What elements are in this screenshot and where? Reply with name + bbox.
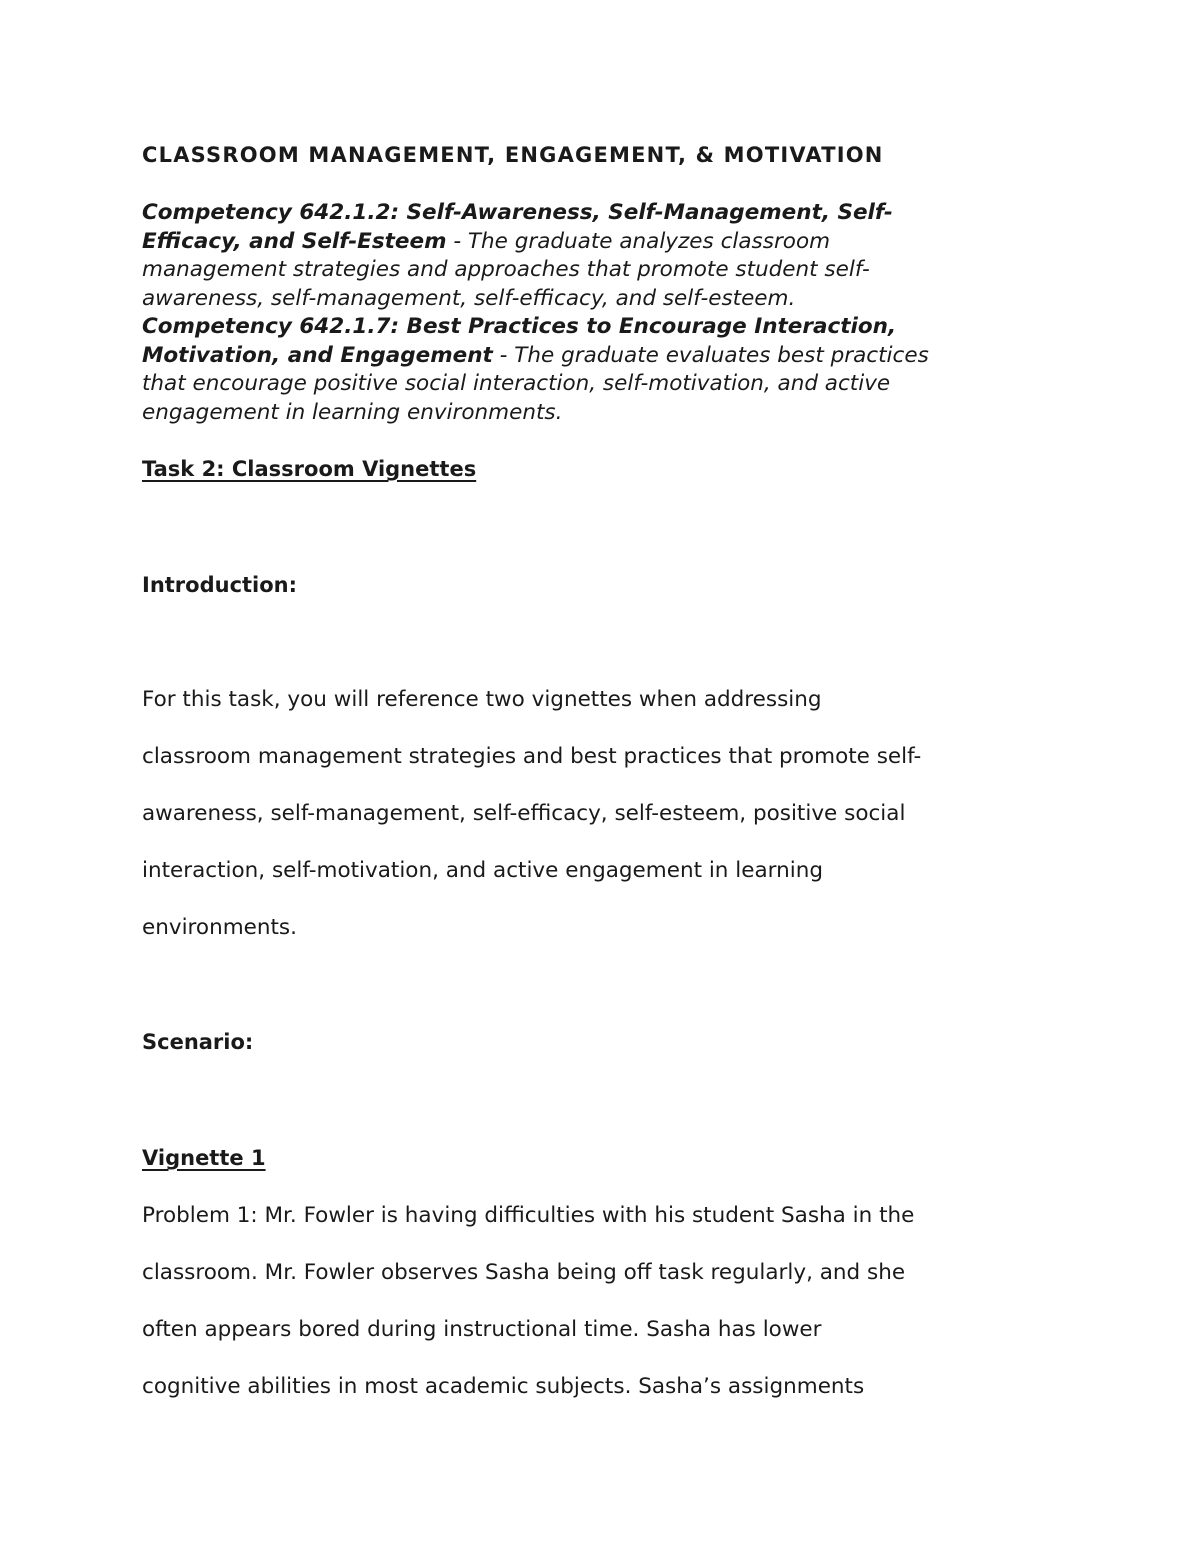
- paragraph-line: cognitive abilities in most academic subjects. Sasha’s assignments: [142, 1374, 865, 1399]
- competency-line: [142, 342, 1102, 371]
- competency-block: [142, 199, 1102, 427]
- competency-line-text: - The graduate evaluates best practices: [492, 342, 929, 368]
- paragraph-line: For this task, you will reference two vignettes when addressing: [142, 687, 822, 712]
- competency-line-text: engagement in learning environments.: [142, 399, 563, 425]
- competency-line-text: management strategies and approaches that promote student self-: [142, 257, 870, 282]
- competency-line: [142, 228, 1102, 257]
- task-heading: Task 2: Classroom Vignettes: [142, 457, 477, 481]
- competency-line: [142, 256, 1102, 285]
- vignette-heading: Vignette 1: [142, 1146, 266, 1170]
- competency-line: [142, 285, 1102, 314]
- vignette-paragraph: [142, 1202, 1122, 1430]
- paragraph-line: interaction, self-motivation, and active engagement in learning: [142, 858, 823, 883]
- competency-line: [142, 370, 1102, 399]
- paragraph-line: awareness, self-management, self-efficacy, self-esteem, positive social: [142, 801, 906, 826]
- introduction-paragraph: [142, 686, 1122, 971]
- competency-line-text: that encourage positive social interaction, self-motivation, and active: [142, 371, 891, 396]
- paragraph-line: Problem 1: Mr. Fowler is having difficulties with his student Sasha in the: [142, 1203, 915, 1228]
- competency-line: [142, 313, 1102, 342]
- scenario-heading: Scenario:: [142, 1030, 254, 1054]
- competency-line: [142, 399, 1102, 428]
- paragraph-line: often appears bored during instructional time. Sasha has lower: [142, 1317, 822, 1342]
- competency-line-bold: Motivation, and Engagement: [142, 342, 493, 368]
- competency-line-bold: Efficacy, and Self-Esteem: [142, 228, 447, 254]
- paragraph-line: environments.: [142, 915, 297, 940]
- competency-line-text: awareness, self-management, self-efficacy, and self-esteem.: [142, 285, 796, 311]
- competency-line: [142, 199, 1102, 228]
- competency-line-bold: Competency 642.1.7: Best Practices to Encourage Interaction,: [142, 314, 897, 339]
- document-title: CLASSROOM MANAGEMENT, ENGAGEMENT, & MOTIVATION: [142, 143, 884, 167]
- introduction-heading: Introduction:: [142, 573, 298, 597]
- paragraph-line: classroom. Mr. Fowler observes Sasha being off task regularly, and she: [142, 1260, 906, 1285]
- paragraph-line: classroom management strategies and best practices that promote self-: [142, 744, 922, 769]
- competency-line-text: - The graduate analyzes classroom: [446, 228, 831, 254]
- competency-line-bold: Competency 642.1.2: Self-Awareness, Self-Management, Self-: [142, 200, 893, 225]
